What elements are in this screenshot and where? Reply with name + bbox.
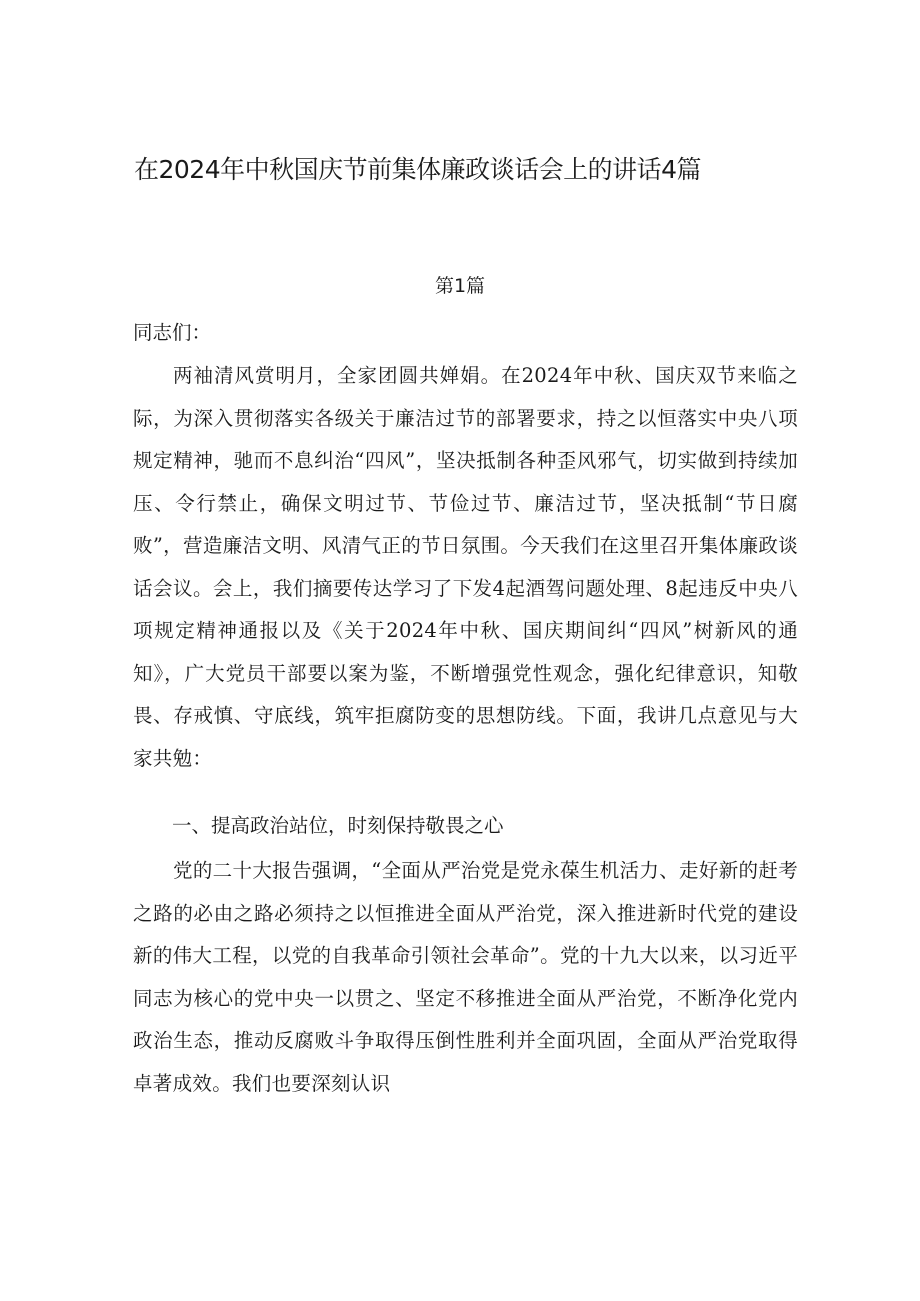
section-heading: 第1篇 [434,275,486,297]
salutation: 同志们： [133,321,212,344]
document-title: 在2024年中秋国庆节前集体廉政谈话会上的讲话4篇 [134,155,702,184]
sub-heading-1: 一、提高政治站位，时刻保持敬畏之心 [172,814,504,837]
paragraph-2: 党的二十大报告强调，“全面从严治党是党永葆生机活力、走好新的赶考之路的必由之路必须持之以恒推进全面从严治党，深入推进新时代党的建设新的伟大工程，以党的自我革命引领社会革命”。党的十九大以来，以习近平同志为核心的党中央一以贯之、坚定不移推进全面从严治党，不断净化党内政治生态，推动反腐败斗争取得压倒性胜利并全面巩固，全面从严治党取得卓著成效。我们也要深刻认识 [133,859,798,1095]
paragraph-1: 两袖清风赏明月，全家团圆共婵娟。在2024年中秋、国庆双节来临之际，为深入贯彻落实各级关于廉洁过节的部署要求，持之以恒落实中央八项规定精神，驰而不息纠治“四风”，坚决抵制各种歪风邪气，切实做到持续加压、令行禁止，确保文明过节、节俭过节、廉洁过节，坚决抵制“节日腐败”，营造廉洁文明、风清气正的节日氛围。今天我们在这里召开集体廉政谈话会议。会上，我们摘要传达学习了下发4起酒驾问题处理、8起违反中央八项规定精神通报以及《关于2024年中秋、国庆期间纠“四风”树新风的通知》，广大党员干部要以案为鉴，不断增强党性观念，强化纪律意识，知敬畏、存戒慎、守底线，筑牢拒腐防变的思想防线。下面，我讲几点意见与大家共勉： [133,364,798,770]
